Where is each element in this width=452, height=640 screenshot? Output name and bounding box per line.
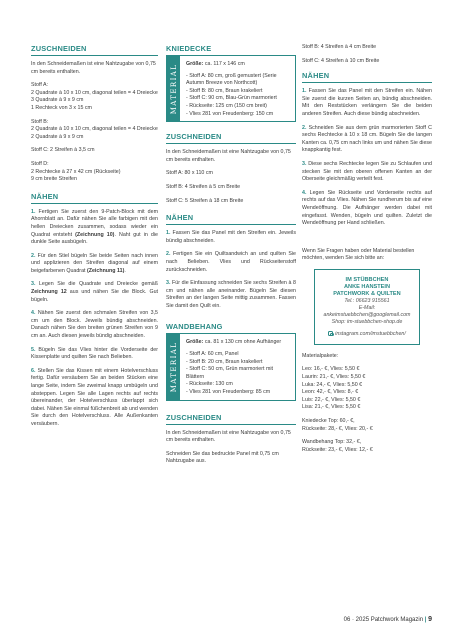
step-text: Für die Einfassung schneiden Sie sechs Streifen à 8 cm und nähen alle aneinander. Bügeln Sie diesen Streifen an der langen Seite mittig zusammen. Fassen Sie damit den Quilt ein. <box>166 280 296 309</box>
material-list <box>186 73 291 119</box>
line: 3 Quadrate à 9 x 9 cm <box>31 97 84 104</box>
contact-box <box>314 269 420 345</box>
material-item: - Stoff A: 60 cm, Panel <box>186 351 239 358</box>
drawing-ref: (Zeichnung 10) <box>75 231 115 238</box>
step-number: 1. <box>31 208 36 215</box>
step-3 <box>166 280 296 310</box>
page-footer <box>344 616 432 623</box>
price-item: Leon: 42,- €, Vlies: 8,- € <box>302 389 359 396</box>
material-content <box>184 334 295 399</box>
shop-link[interactable]: Shop: im-stuebbchen-shop.de <box>331 318 403 325</box>
drawing-ref: Zeichnung 12 <box>31 289 67 296</box>
step-4 <box>302 190 432 228</box>
step-2 <box>31 253 158 276</box>
step-number: 3. <box>31 281 36 288</box>
material-label <box>167 56 180 121</box>
step-1 <box>166 230 296 245</box>
size-label: Größe: <box>186 61 204 67</box>
stoff-c-line: Stoff C: 2 Streifen à 3,5 cm <box>31 147 95 154</box>
step-number: 1. <box>302 88 307 95</box>
step-number: 2. <box>166 251 171 258</box>
materialpakete-heading: Materialpakete: <box>302 352 339 359</box>
step-text: Bügeln Sie das Vlies hinter die Vorderseite der Kissenplatte und quilten Sie nach Belieben. <box>31 346 158 361</box>
step-text: Fertigen Sie zuerst den 9-Patch-Block mit dem Ahornblatt an. Dafür nähen Sie alle farbigen mit den hellen Dreiecken zusammen, sodass wieder ein Quadrat entsteht <box>31 208 158 238</box>
step-text: Fassen Sie das Panel mit den Streifen ein. Jeweils bündig abschneiden. <box>166 230 296 244</box>
material-box <box>166 333 296 400</box>
intro-text: In den Schneidemaßen ist eine Nahtzugabe von 0,75 cm bereits enthalten. <box>31 61 156 75</box>
material-list <box>186 351 291 397</box>
price-item: Rückseite: 28,- €, Vlies: 20,- € <box>302 425 373 432</box>
step-text: Stellen Sie das Kissen mit einem Hotelverschluss fertig. Dafür versäubern Sie an beiden Stücken eine lange Seite, indem Sie zweimal knapp umbügeln und absteppen. Legen Sie alle Lagen rechts auf rechts übereinander, der Hotelverschluss überlappt sich dabei. Nähen Sie einmal füßchenbreit ab und wenden Sie durch den Hotelverschluss. Alle Außenkanten versäubern. <box>31 367 158 427</box>
step-2 <box>302 125 432 155</box>
heading-rule <box>166 143 296 144</box>
step-number: 5. <box>31 346 36 353</box>
step-6 <box>31 368 158 429</box>
line: 2 Quadrate à 10 x 10 cm, diagonal teilen = 4 Dreiecke <box>31 126 158 133</box>
instagram-line <box>319 331 415 338</box>
material-content <box>184 56 295 121</box>
instagram-link[interactable]: instagram.com/imstuebbchen/ <box>335 330 406 337</box>
price-item: Luka: 24,- €, Vlies: 5,50 € <box>302 381 363 388</box>
price-item: Laurin: 21,- €, Vlies: 5,50 € <box>302 374 366 381</box>
material-item: - Rückseite: 130 cm <box>186 381 233 388</box>
price-list <box>302 439 432 454</box>
intro-text: In den Schneidemaßen ist eine Nahtzugabe von 0,75 cm bereits enthalten. <box>166 429 291 444</box>
stoff-b-line: Stoff B: 4 Streifen à 5 cm Breite <box>166 183 241 190</box>
step-text: aus und nähen Sie die Block. Gut bügeln. <box>31 289 158 303</box>
step-text: Nähen Sie zuerst den schmalen Streifen von 3,5 cm um den Block. Jeweils bündig abschneiden. Danach nähen Sie den breiten grünen Streifen von 9 cm an. Auch diesen jeweils bündig abschneiden. <box>31 310 158 340</box>
stoff-d-block <box>31 161 158 184</box>
step-1 <box>31 209 158 247</box>
size-value: ca. 117 x 146 cm <box>203 61 245 67</box>
intro-text: In den Schneidemaßen ist eine Nahtzugabe von 0,75 cm bereits enthalten. <box>166 149 291 163</box>
material-item: - Vlies 281 von Freudenberg: 150 cm <box>186 110 274 117</box>
step-text: Diese sechs Rechtecke legen Sie zu Schlaufen und stecken Sie mit den oberen offenen Kanten an der Oberseite gleichmäßig verteilt fest. <box>302 160 432 183</box>
material-item: - Stoff C: 90 cm, Blau-Grün marmoriert <box>186 95 277 102</box>
material-label <box>167 334 180 399</box>
line: 1 Rechteck von 3 x 15 cm <box>31 104 92 111</box>
step-number: 2. <box>31 252 36 259</box>
section-heading: ZUSCHNEIDEN <box>166 412 222 422</box>
stoff-c-line: Stoff C: 4 Streifen à 10 cm Breite <box>302 57 380 64</box>
section-heading: NÄHEN <box>166 213 194 223</box>
material-item: - Rückseite: 125 cm (150 cm breit) <box>186 102 267 109</box>
stoff-b-block <box>31 119 158 142</box>
section-heading: ZUSCHNEIDEN <box>31 44 87 53</box>
shop-subtitle: PATCHWORK & QUILTEN <box>333 290 401 297</box>
material-label-text: MATERIAL <box>169 341 178 393</box>
email-label: E-Mail: <box>358 304 376 311</box>
line: 2 Quadrate à 9 x 9 cm <box>31 133 84 140</box>
instagram-icon <box>328 331 333 336</box>
stoff-c-line: Stoff C: 5 Streifen à 18 cm Breite <box>166 197 244 204</box>
step-text: . Naht gut in die dunkle Seite ausbügeln. <box>31 231 158 246</box>
step-number: 1. <box>166 230 171 237</box>
step-text: Fertigen Sie ein Quiltsandwich an und quilten Sie nach Belieben. Vlies und Rückseitenstoff zurückschneiden. <box>166 251 296 273</box>
material-box <box>166 55 296 122</box>
step-text: Legen Sie die Quadrate und Dreiecke gemäß <box>35 281 158 288</box>
drawing-ref: (Zeichnung 11) <box>86 267 125 274</box>
column-1 <box>31 44 158 435</box>
column-3 <box>302 44 432 460</box>
size-line <box>186 61 291 69</box>
step-5 <box>31 347 158 362</box>
step-1 <box>302 88 432 118</box>
step-text: . <box>124 267 126 274</box>
step-number: 3. <box>166 280 171 287</box>
price-item: Wandbehang Top: 32,- €, <box>302 439 362 446</box>
step-number: 6. <box>31 367 36 374</box>
material-item: - Stoff A: 80 cm, groß gemustert (Serie Autumn Breeze von Northcott) <box>186 72 277 87</box>
size-label: Größe: <box>186 339 204 346</box>
owner-name: ANKE HANSTEIN <box>344 283 390 290</box>
section-heading: ZUSCHNEIDEN <box>166 132 222 142</box>
size-line <box>186 339 291 347</box>
step-text: Fassen Sie das Panel mit den Streifen ein. Nähen Sie zuerst die kurzen Seiten an, bündig abschneiden. Mit den Reststücken verlängern Sie die beiden anderen Streifen. Auch diese bündig abschneiden. <box>302 88 432 117</box>
step-4 <box>31 310 158 340</box>
price-item: Rückseite: 23,- €, Vlies: 12,- € <box>302 446 373 453</box>
price-item: Kniedecke Top: 60,- €, <box>302 418 355 425</box>
line: Stoff A: <box>31 82 48 89</box>
price-list <box>302 418 432 433</box>
material-item: - Stoff B: 80 cm, Braun krakeliert <box>186 87 263 94</box>
material-item: - Stoff C: 50 cm, Grün marmoriert mit Blättern <box>186 366 274 380</box>
price-list <box>302 366 432 412</box>
section-heading: NÄHEN <box>31 191 59 201</box>
issue-date: 06 · 2025 <box>343 617 370 623</box>
line: Stoff D: <box>31 160 49 167</box>
section-heading: WANDBEHANG <box>166 322 223 332</box>
line: 2 Rechtecke à 27 x 42 cm (Rückseite) <box>31 168 121 175</box>
line: 2 Quadrate à 10 x 10 cm, diagonal teilen = 4 Dreiecke <box>31 89 158 96</box>
price-item: Luis: 22,- €, Vlies: 5,50 € <box>302 396 361 403</box>
step-text: Für den Stiel bügeln Sie beide Seiten nach innen und applizieren den Streifen diagonal auf einem beigefarbenen Quadrat <box>31 252 158 274</box>
heading-rule <box>166 424 296 425</box>
heading-rule <box>302 82 432 83</box>
size-value: ca. 81 x 130 cm ohne Aufhänger <box>203 339 282 346</box>
step-2 <box>166 251 296 274</box>
footer-separator: | <box>424 617 427 623</box>
email-link[interactable]: ankeimstuebbchen@googlemail.com <box>323 311 411 318</box>
step-text: Schneiden Sie aus dem grün marmorierten Stoff C sechs Rechtecke à 10 x 18 cm. Bügeln Sie die langen Kanten ca. 0,75 cm nach links um und nähen Sie diese knappkantig fest. <box>302 124 432 154</box>
material-label-text: MATERIAL <box>169 63 178 114</box>
shop-name: IM STÜBBCHEN <box>345 276 389 283</box>
stoff-b-line: Stoff B: 4 Streifen à 4 cm Breite <box>302 44 377 50</box>
step-number: 4. <box>31 310 36 317</box>
question-text: Wenn Sie Fragen haben oder Material bestellen möchten, wenden Sie sich bitte an: <box>302 247 415 262</box>
heading-rule <box>166 224 296 225</box>
page-number: 9 <box>428 616 432 623</box>
section-heading: KNIEDECKE <box>166 44 212 53</box>
price-item: Leo: 16,- €, Vlies: 5,50 € <box>302 366 360 373</box>
step-number: 4. <box>302 189 307 196</box>
stoff-a-line: Stoff A: 80 x 110 cm <box>166 170 213 177</box>
step-number: 3. <box>302 160 307 167</box>
heading-rule <box>31 55 158 56</box>
phone: Tel.: 06623 915561 <box>344 297 390 304</box>
price-item: Lisa: 21,- €, Vlies: 5,50 € <box>302 404 361 411</box>
magazine-name: Patchwork Magazin <box>370 617 424 623</box>
step-3 <box>31 281 158 304</box>
step-text: Legen Sie Rückseite und Vorderseite rechts auf rechts auf das Vlies. Nähen Sie rundherum bis auf eine Wendeöffnung. Die Aufhänger werden dabei mit eingefasst. Wenden, bügeln und quilten. Zuletzt die Wendeöffnung per Hand schließen. <box>302 189 432 227</box>
line: Stoff B: <box>31 118 49 125</box>
panel-text: Schneiden Sie das bedruckte Panel mit 0,75 cm Nahtzugabe aus. <box>166 450 279 465</box>
material-item: - Vlies 281 von Freudenberg: 85 cm <box>186 389 271 396</box>
step-number: 2. <box>302 124 307 131</box>
step-3 <box>302 161 432 184</box>
material-item: - Stoff B: 20 cm, Braun krakeliert <box>186 358 263 365</box>
line: 9 cm breite Streifen <box>31 176 77 183</box>
stoff-a-block <box>31 82 158 112</box>
heading-rule <box>31 203 158 204</box>
column-2 <box>166 44 296 472</box>
section-heading: NÄHEN <box>302 71 330 81</box>
